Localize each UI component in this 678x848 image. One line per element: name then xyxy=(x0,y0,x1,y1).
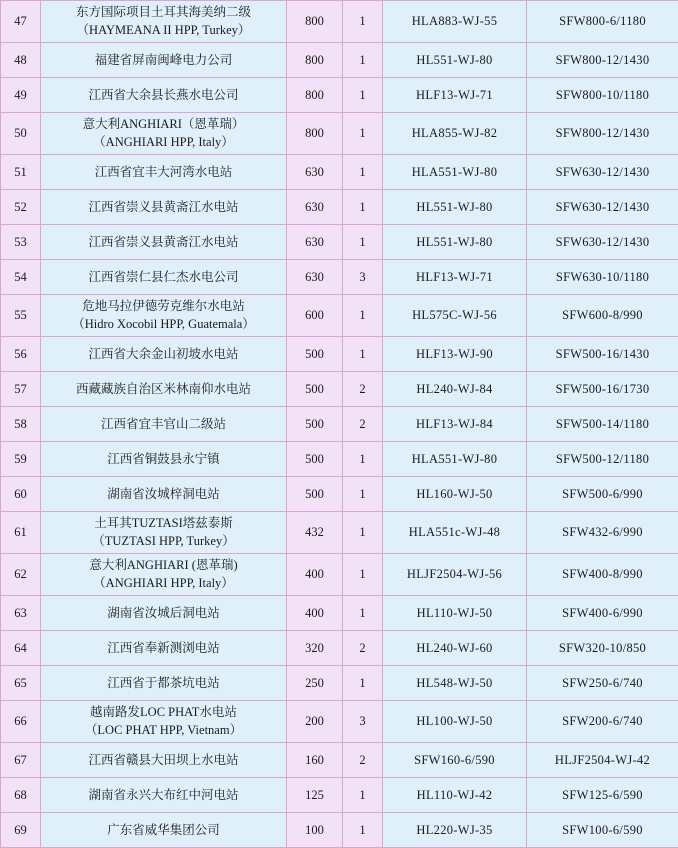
row-index-cell: 49 xyxy=(1,78,41,113)
turbine-model-cell: HL548-WJ-50 xyxy=(383,666,527,701)
generator-spec-cell: SFW200-6/740 xyxy=(527,701,678,743)
project-name-line: 江西省于都茶坑电站 xyxy=(45,675,282,692)
capacity-cell: 630 xyxy=(287,155,343,190)
quantity-cell: 1 xyxy=(343,225,383,260)
quantity-cell: 1 xyxy=(343,596,383,631)
quantity-cell: 1 xyxy=(343,113,383,155)
table-row xyxy=(1,260,678,295)
project-name-cell xyxy=(41,477,287,512)
generator-spec-cell: SFW432-6/990 xyxy=(527,512,678,554)
quantity-cell: 3 xyxy=(343,701,383,743)
quantity-cell: 1 xyxy=(343,43,383,78)
project-name-line: 江西省宜丰大河湾水电站 xyxy=(45,164,282,181)
generator-spec-cell: SFW250-6/740 xyxy=(527,666,678,701)
generator-spec-cell: SFW320-10/850 xyxy=(527,631,678,666)
capacity-cell: 630 xyxy=(287,225,343,260)
quantity-cell: 1 xyxy=(343,512,383,554)
turbine-model-cell: HL575C-WJ-56 xyxy=(383,295,527,337)
project-name-line: 江西省宜丰官山二级站 xyxy=(45,416,282,433)
row-index-cell: 65 xyxy=(1,666,41,701)
row-index-cell: 47 xyxy=(1,1,41,43)
project-name-cell xyxy=(41,190,287,225)
project-name-line: 江西省崇义县黄斋江水电站 xyxy=(45,199,282,216)
capacity-cell: 500 xyxy=(287,442,343,477)
capacity-cell: 100 xyxy=(287,813,343,848)
table-row xyxy=(1,596,678,631)
quantity-cell: 1 xyxy=(343,813,383,848)
quantity-cell: 1 xyxy=(343,666,383,701)
row-index-cell: 53 xyxy=(1,225,41,260)
table-row xyxy=(1,477,678,512)
project-name-line: 江西省奉新测浏电站 xyxy=(45,640,282,657)
generator-spec-cell: SFW600-8/990 xyxy=(527,295,678,337)
row-index-cell: 52 xyxy=(1,190,41,225)
project-name-line: 广东省威华集团公司 xyxy=(45,822,282,839)
turbine-model-cell: HL551-WJ-80 xyxy=(383,225,527,260)
turbine-model-cell: HL110-WJ-42 xyxy=(383,778,527,813)
table-row xyxy=(1,295,678,337)
project-name-cell xyxy=(41,701,287,743)
project-name-line: 西藏藏族自治区米林南仰水电站 xyxy=(45,381,282,398)
generator-spec-cell: SFW400-6/990 xyxy=(527,596,678,631)
quantity-cell: 2 xyxy=(343,631,383,666)
generator-spec-cell: SFW500-14/1180 xyxy=(527,407,678,442)
generator-spec-cell: SFW630-12/1430 xyxy=(527,225,678,260)
turbine-model-cell: HL100-WJ-50 xyxy=(383,701,527,743)
project-name-cell xyxy=(41,596,287,631)
turbine-model-cell: HLF13-WJ-71 xyxy=(383,260,527,295)
quantity-cell: 1 xyxy=(343,778,383,813)
generator-spec-cell: SFW800-12/1430 xyxy=(527,113,678,155)
row-index-cell: 55 xyxy=(1,295,41,337)
table-row xyxy=(1,190,678,225)
row-index-cell: 67 xyxy=(1,743,41,778)
row-index-cell: 68 xyxy=(1,778,41,813)
table-row xyxy=(1,813,678,848)
table-row xyxy=(1,512,678,554)
turbine-model-cell: HLF13-WJ-84 xyxy=(383,407,527,442)
project-name-line: （TUZTASI HPP, Turkey） xyxy=(45,533,282,550)
row-index-cell: 48 xyxy=(1,43,41,78)
turbine-model-cell: SFW160-6/590 xyxy=(383,743,527,778)
row-index-cell: 66 xyxy=(1,701,41,743)
capacity-cell: 630 xyxy=(287,190,343,225)
generator-spec-cell: SFW630-12/1430 xyxy=(527,155,678,190)
row-index-cell: 60 xyxy=(1,477,41,512)
turbine-model-cell: HL160-WJ-50 xyxy=(383,477,527,512)
project-name-line: 东方国际项目土耳其海美纳二级 xyxy=(45,4,282,21)
project-name-line: 福建省屏南闽峰电力公司 xyxy=(45,52,282,69)
capacity-cell: 500 xyxy=(287,372,343,407)
project-name-line: 湖南省汝城梓洞电站 xyxy=(45,486,282,503)
generator-spec-cell: SFW125-6/590 xyxy=(527,778,678,813)
capacity-cell: 250 xyxy=(287,666,343,701)
turbine-model-cell: HLA551-WJ-80 xyxy=(383,155,527,190)
quantity-cell: 3 xyxy=(343,260,383,295)
row-index-cell: 57 xyxy=(1,372,41,407)
capacity-cell: 800 xyxy=(287,1,343,43)
table-row xyxy=(1,701,678,743)
row-index-cell: 59 xyxy=(1,442,41,477)
generator-spec-cell: SFW500-16/1730 xyxy=(527,372,678,407)
turbine-model-cell: HLF13-WJ-90 xyxy=(383,337,527,372)
generator-spec-cell: SFW800-6/1180 xyxy=(527,1,678,43)
project-name-line: （LOC PHAT HPP, Vietnam） xyxy=(45,722,282,739)
capacity-cell: 800 xyxy=(287,43,343,78)
project-name-cell xyxy=(41,1,287,43)
project-name-line: 越南路发LOC PHAT水电站 xyxy=(45,704,282,721)
quantity-cell: 1 xyxy=(343,190,383,225)
capacity-cell: 200 xyxy=(287,701,343,743)
quantity-cell: 2 xyxy=(343,372,383,407)
capacity-cell: 500 xyxy=(287,477,343,512)
table-row xyxy=(1,554,678,596)
project-name-line: 江西省铜鼓县永宁镇 xyxy=(45,451,282,468)
quantity-cell: 2 xyxy=(343,743,383,778)
project-name-line: 江西省赣县大田坝上水电站 xyxy=(45,752,282,769)
generator-spec-cell: SFW800-12/1430 xyxy=(527,43,678,78)
row-index-cell: 63 xyxy=(1,596,41,631)
project-name-cell xyxy=(41,155,287,190)
table-row xyxy=(1,407,678,442)
capacity-cell: 432 xyxy=(287,512,343,554)
generator-spec-cell: SFW500-12/1180 xyxy=(527,442,678,477)
project-name-line: 土耳其TUZTASI塔兹泰斯 xyxy=(45,515,282,532)
generator-spec-cell: SFW500-16/1430 xyxy=(527,337,678,372)
project-name-line: 湖南省永兴大布红中河电站 xyxy=(45,787,282,804)
project-name-line: 江西省崇仁县仁杰水电公司 xyxy=(45,269,282,286)
quantity-cell: 1 xyxy=(343,78,383,113)
turbine-model-cell: HLA551-WJ-80 xyxy=(383,442,527,477)
capacity-cell: 400 xyxy=(287,596,343,631)
project-name-cell xyxy=(41,225,287,260)
capacity-cell: 800 xyxy=(287,113,343,155)
project-name-cell xyxy=(41,372,287,407)
generator-spec-cell: SFW630-10/1180 xyxy=(527,260,678,295)
table-row xyxy=(1,743,678,778)
row-index-cell: 54 xyxy=(1,260,41,295)
capacity-cell: 125 xyxy=(287,778,343,813)
project-name-line: 江西省大余金山初坡水电站 xyxy=(45,346,282,363)
table-row xyxy=(1,372,678,407)
project-name-cell xyxy=(41,113,287,155)
project-name-line: 江西省大余县长燕水电公司 xyxy=(45,87,282,104)
capacity-cell: 500 xyxy=(287,337,343,372)
turbine-model-cell: HLA883-WJ-55 xyxy=(383,1,527,43)
project-name-line: 江西省崇义县黄斋江水电站 xyxy=(45,234,282,251)
row-index-cell: 51 xyxy=(1,155,41,190)
row-index-cell: 58 xyxy=(1,407,41,442)
project-name-cell xyxy=(41,407,287,442)
project-name-line: 湖南省汝城后洞电站 xyxy=(45,605,282,622)
project-name-line: 危地马拉伊德劳克维尔水电站 xyxy=(45,298,282,315)
project-name-line: （ANGHIARI HPP, Italy） xyxy=(45,134,282,151)
quantity-cell: 1 xyxy=(343,554,383,596)
project-name-cell xyxy=(41,260,287,295)
row-index-cell: 69 xyxy=(1,813,41,848)
turbine-model-cell: HL240-WJ-60 xyxy=(383,631,527,666)
project-name-cell xyxy=(41,442,287,477)
project-name-cell xyxy=(41,78,287,113)
table-row xyxy=(1,778,678,813)
turbine-model-cell: HL551-WJ-80 xyxy=(383,43,527,78)
turbine-model-cell: HLJF2504-WJ-56 xyxy=(383,554,527,596)
row-index-cell: 50 xyxy=(1,113,41,155)
table-row xyxy=(1,442,678,477)
project-name-cell xyxy=(41,43,287,78)
turbine-model-cell: HL110-WJ-50 xyxy=(383,596,527,631)
project-name-line: 意大利ANGHIARI (恩革瑞) xyxy=(45,557,282,574)
row-index-cell: 61 xyxy=(1,512,41,554)
capacity-cell: 400 xyxy=(287,554,343,596)
row-index-cell: 62 xyxy=(1,554,41,596)
project-name-line: （ANGHIARI HPP, Italy） xyxy=(45,575,282,592)
turbine-model-cell: HLA855-WJ-82 xyxy=(383,113,527,155)
capacity-cell: 630 xyxy=(287,260,343,295)
row-index-cell: 64 xyxy=(1,631,41,666)
capacity-cell: 600 xyxy=(287,295,343,337)
turbine-model-cell: HL551-WJ-80 xyxy=(383,190,527,225)
table-row xyxy=(1,337,678,372)
generator-spec-cell: SFW500-6/990 xyxy=(527,477,678,512)
capacity-cell: 160 xyxy=(287,743,343,778)
row-index-cell: 56 xyxy=(1,337,41,372)
table-row xyxy=(1,666,678,701)
project-name-cell xyxy=(41,778,287,813)
quantity-cell: 1 xyxy=(343,477,383,512)
table-row xyxy=(1,155,678,190)
project-name-cell xyxy=(41,813,287,848)
project-name-cell xyxy=(41,631,287,666)
project-name-cell xyxy=(41,295,287,337)
project-name-line: 意大利ANGHIARI（恩革瑞） xyxy=(45,116,282,133)
capacity-cell: 500 xyxy=(287,407,343,442)
capacity-cell: 800 xyxy=(287,78,343,113)
quantity-cell: 1 xyxy=(343,442,383,477)
project-name-line: （HAYMEANA II HPP, Turkey） xyxy=(45,22,282,39)
generator-spec-cell: SFW800-10/1180 xyxy=(527,78,678,113)
quantity-cell: 1 xyxy=(343,155,383,190)
turbine-model-cell: HLA551c-WJ-48 xyxy=(383,512,527,554)
generator-spec-cell: HLJF2504-WJ-42 xyxy=(527,743,678,778)
table-body xyxy=(1,1,678,848)
table-row xyxy=(1,78,678,113)
project-name-line: （Hidro Xocobil HPP, Guatemala） xyxy=(45,316,282,333)
table-row xyxy=(1,43,678,78)
turbine-model-cell: HLF13-WJ-71 xyxy=(383,78,527,113)
project-name-cell xyxy=(41,666,287,701)
quantity-cell: 1 xyxy=(343,337,383,372)
quantity-cell: 1 xyxy=(343,1,383,43)
quantity-cell: 1 xyxy=(343,295,383,337)
table-row xyxy=(1,225,678,260)
generator-spec-cell: SFW100-6/590 xyxy=(527,813,678,848)
table-row xyxy=(1,631,678,666)
project-name-cell xyxy=(41,337,287,372)
project-name-cell xyxy=(41,554,287,596)
capacity-cell: 320 xyxy=(287,631,343,666)
generator-spec-cell: SFW400-8/990 xyxy=(527,554,678,596)
project-name-cell xyxy=(41,743,287,778)
table-row xyxy=(1,1,678,43)
turbine-model-cell: HL240-WJ-84 xyxy=(383,372,527,407)
table-row xyxy=(1,113,678,155)
project-name-cell xyxy=(41,512,287,554)
turbine-model-cell: HL220-WJ-35 xyxy=(383,813,527,848)
generator-spec-cell: SFW630-12/1430 xyxy=(527,190,678,225)
quantity-cell: 2 xyxy=(343,407,383,442)
